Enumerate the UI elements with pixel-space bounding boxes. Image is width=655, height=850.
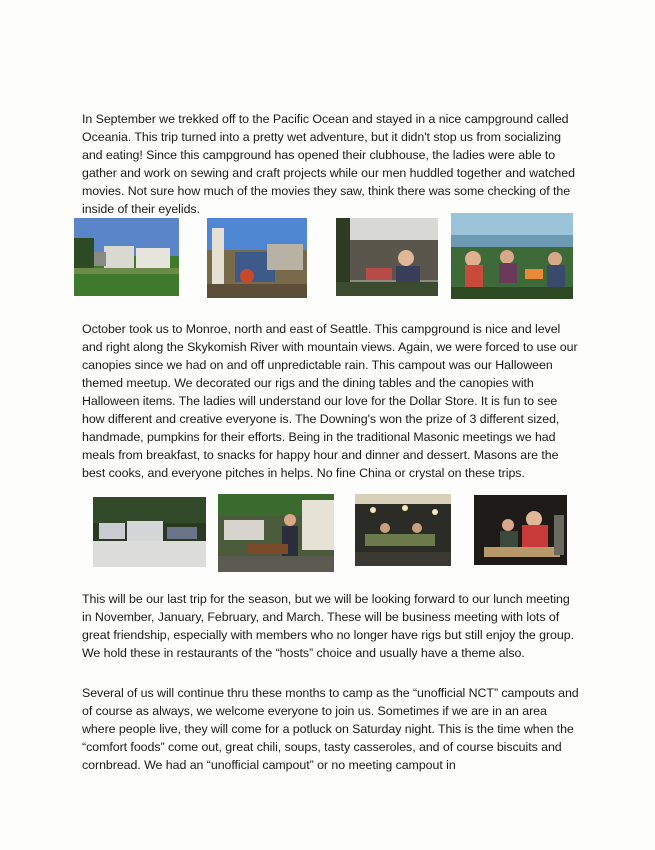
outdoor-cooking-photo (218, 494, 334, 572)
paragraph-last-trip: This will be our last trip for the season, but we will be looking forward to our lunch meeting in November, January, February, and March. These will be business meeting with lots of great friendship, especially with members who no longer have rigs but still enjoy the group. We hold these in restaurants of the “hosts” choice and usually have a theme also. (82, 592, 574, 660)
paragraph-september: In September we trekked off to the Pacific Ocean and stayed in a nice campground called Oceania. This trip turned into a pretty wet adventure, but it didn't stop us from socializing and eating! Since this campground has opened their clubhouse, the ladies were able to gather and work on sewing and craft projects while our men huddled together and watched movies. Not sure how much of the movies they saw, think there was some checking of the inside of their eyelids. (82, 112, 575, 216)
campground-rigs-photo (74, 218, 179, 296)
halloween-canopy-photo (355, 494, 451, 566)
canopy-gathering-photo (336, 218, 438, 296)
rv-park-photo (93, 497, 206, 567)
clubhouse-fire-photo (451, 213, 573, 299)
paragraph-october: October took us to Monroe, north and east of Seattle. This campground is nice and level and right along the Skykomish River with mountain views. Again, we were forced to use our canopies since we had on and off unpredictable rain. This campout was our Halloween themed meetup. We decorated our rigs and the dining tables and the canopies with Halloween items. The ladies will understand our love for the Dollar Store. It is fun to see how different and creative everyone is. The Downing's won the prize of 3 different sized, handmade, pumpkins for their efforts. Being in the traditional Masonic meetings we had meals from breakfast, to snacks for happy hour and dinner and dessert. Masons are the best cooks, and everyone pitches in helps. No fine China or crystal on these trips. (82, 322, 578, 480)
campsite-awning-photo (207, 218, 307, 298)
paragraph-unofficial-campouts: Several of us will continue thru these months to camp as the “unofficial NCT” campouts and of course as always, we welcome everyone to join us. Sometimes if we are in an area where people live, they will come for a potluck on Saturday night. This is the time when the “comfort foods” come out, great chili, soups, tasty casseroles, and of course biscuits and cornbread. We had an “unofficial campout” or no meeting campout in (82, 686, 579, 772)
dinner-table-photo (474, 495, 567, 565)
